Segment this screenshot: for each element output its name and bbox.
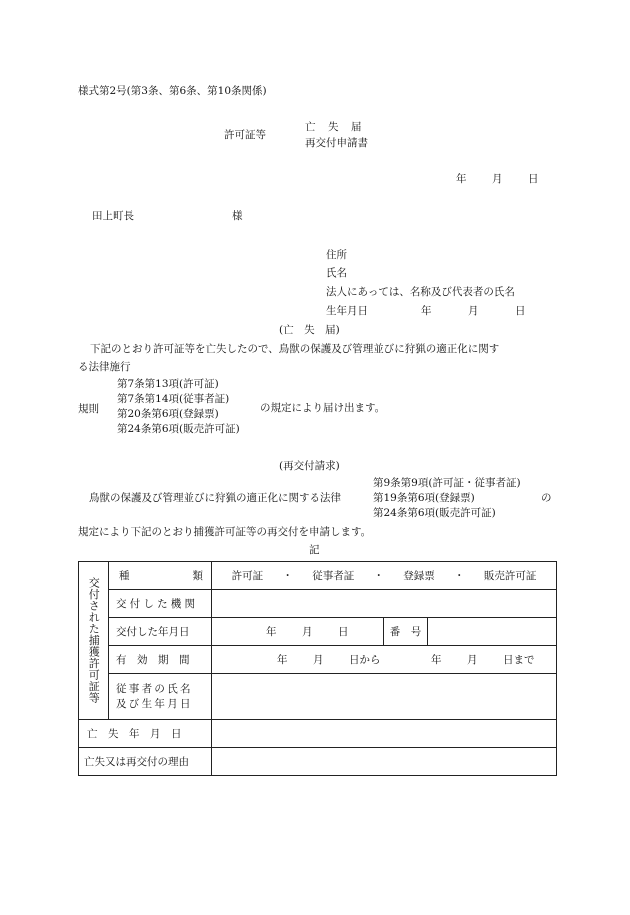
validity-year-to: 年 (431, 653, 442, 666)
validity-day-to: 日まで (503, 653, 535, 666)
worker-value[interactable] (212, 674, 557, 720)
date-day: 日 (528, 173, 539, 185)
details-table (78, 561, 557, 776)
birth-month: 月 (468, 305, 479, 317)
type-separator: ・ (454, 570, 465, 582)
type-separator: ・ (282, 570, 293, 582)
worker-label-line2: 及び生年月日 (116, 697, 193, 710)
issue-date-day: 日 (338, 625, 349, 638)
loss-rule-label: 規則 (78, 403, 99, 415)
issue-date-year: 年 (266, 625, 277, 638)
table-row (79, 590, 557, 618)
applicant-name-label: 氏名 (326, 267, 347, 279)
table-row (79, 720, 557, 748)
reason-label: 亡失又は再交付の理由 (84, 756, 189, 768)
type-option-worker-cert[interactable]: 従事者証 (312, 570, 355, 582)
loss-tail: の規定により届け出ます。 (260, 402, 386, 414)
loss-item: 第20条第6項(登録票) (117, 408, 219, 420)
type-option-sales-permit[interactable]: 販売許可証 (483, 570, 537, 582)
applicant-address-label: 住所 (326, 249, 347, 261)
reissue-law: 鳥獣の保護及び管理並びに狩猟の適正化に関する法律 (89, 492, 341, 504)
type-label-right: 類 (192, 570, 203, 582)
loss-item: 第7条第14項(従事者証) (117, 393, 230, 405)
loss-item: 第24条第6項(販売許可証) (117, 423, 240, 435)
addressee-name: 田上町長 (92, 210, 134, 222)
ki-label: 記 (309, 544, 320, 556)
reissue-tail: 規定により下記のとおり捕獲許可証等の再交付を申請します。 (78, 526, 372, 538)
applicant-corp-label: 法人にあっては、名称及び代表者の氏名 (326, 286, 515, 298)
worker-label-cell (109, 674, 212, 720)
validity-label-cell (109, 646, 212, 674)
table-row (79, 618, 557, 646)
addressee-honorific: 様 (232, 210, 243, 222)
loss-date-label-cell (79, 720, 212, 748)
number-label-cell (384, 618, 428, 646)
loss-text-line1: 下記のとおり許可証等を亡失したので、鳥獣の保護及び管理並びに狩猟の適正化に関す (90, 343, 500, 355)
type-options-cell[interactable] (212, 562, 557, 590)
date-year: 年 (456, 173, 467, 185)
loss-date-label: 亡 失 年 月 日 (87, 728, 182, 740)
type-label-cell (109, 562, 212, 590)
loss-text-line2: る法律施行 (78, 361, 131, 373)
date-month: 月 (492, 173, 503, 185)
reason-label-cell (79, 748, 212, 776)
issue-date-value[interactable] (212, 618, 384, 646)
type-separator: ・ (373, 570, 384, 582)
number-value[interactable] (428, 618, 557, 646)
reissue-item: 第19条第6項(登録票) (373, 492, 475, 504)
birth-year: 年 (421, 305, 432, 317)
validity-label: 有 効 期 間 (116, 654, 190, 666)
loss-heading: (亡 失 届) (279, 324, 340, 336)
validity-month-from: 月 (313, 653, 324, 666)
worker-label-line1: 従事者の氏名 (116, 682, 193, 695)
reissue-item: 第9条第9項(許可証・従事者証) (373, 477, 521, 489)
side-label: 交付された捕獲許可証等 (87, 577, 101, 704)
table-row (79, 646, 557, 674)
reason-value[interactable] (212, 748, 557, 776)
applicant-birth-label: 生年月日 (326, 305, 368, 317)
table-row (79, 748, 557, 776)
form-id: 様式第2号(第3条、第6条、第10条関係) (78, 85, 267, 97)
validity-month-to: 月 (467, 653, 478, 666)
table-row (79, 562, 557, 590)
loss-date-value[interactable] (212, 720, 557, 748)
side-label-cell (79, 562, 109, 720)
issuer-label: 交付した機関 (116, 598, 199, 610)
birth-day: 日 (515, 305, 526, 317)
issue-date-label-cell (109, 618, 212, 646)
issuer-label-cell (109, 590, 212, 618)
number-label: 番 号 (389, 626, 422, 638)
type-label-left: 種 (119, 570, 130, 582)
type-option-permit[interactable]: 許可証 (231, 570, 264, 582)
title-loss-report: 亡 失 届 (305, 121, 363, 133)
table-row (79, 674, 557, 720)
loss-item: 第7条第13項(許可証) (117, 378, 219, 390)
title-reissue-application: 再交付申請書 (305, 137, 368, 149)
title-prefix: 許可証等 (224, 129, 266, 141)
issue-date-month: 月 (302, 625, 313, 638)
issuer-value[interactable] (212, 590, 557, 618)
validity-year-from: 年 (277, 653, 288, 666)
issue-date-label: 交付した年月日 (116, 626, 190, 638)
validity-value[interactable] (212, 646, 557, 674)
reissue-no: の (541, 492, 552, 504)
reissue-heading: (再交付請求) (279, 460, 340, 472)
validity-day-from: 日から (349, 653, 381, 666)
reissue-item: 第24条第6項(販売許可証) (373, 507, 496, 519)
type-option-registration[interactable]: 登録票 (403, 570, 435, 582)
